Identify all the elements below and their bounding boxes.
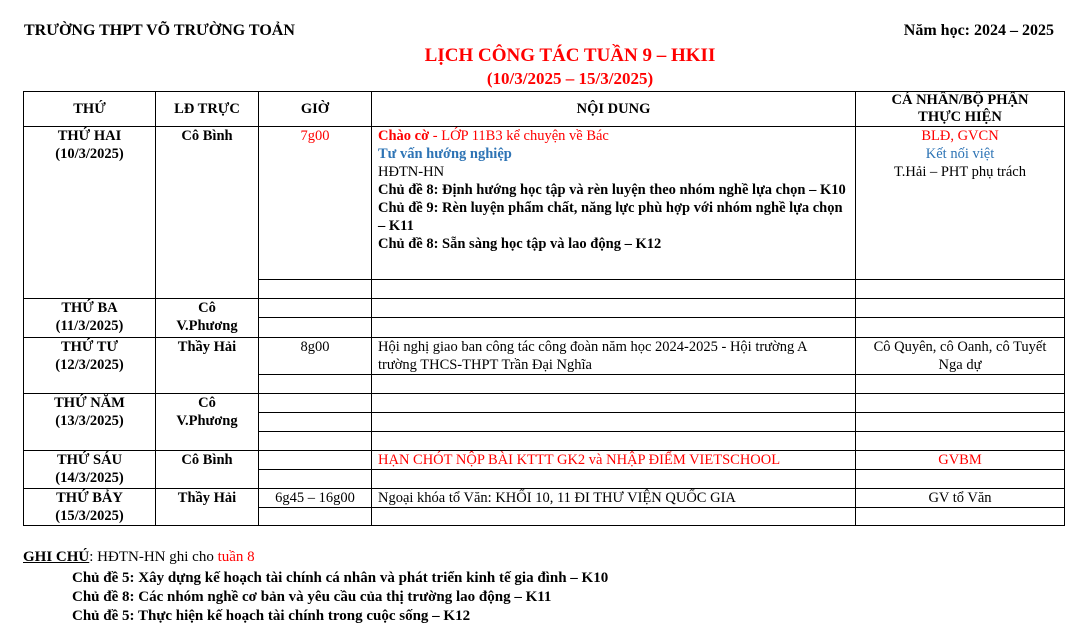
duty-cell: Cô Bình xyxy=(156,127,259,299)
hdtn-line: HĐTN-HN xyxy=(378,164,445,180)
day-cell xyxy=(24,451,156,489)
day-date: (10/3/2025) xyxy=(55,146,124,162)
time-cell: 7g00 xyxy=(259,127,372,280)
school-year: Năm học: 2024 – 2025 xyxy=(903,22,1054,39)
day-label: THỨ TƯ xyxy=(60,339,119,355)
content-cell xyxy=(372,127,856,280)
col-who xyxy=(856,92,1065,127)
duty-cell: Cô V.Phương xyxy=(156,299,259,338)
table-row-thursday xyxy=(24,394,1065,413)
flag-line xyxy=(378,127,849,145)
col-duty: LĐ TRỰC xyxy=(156,92,259,127)
col-time: GIỜ xyxy=(259,92,372,127)
table-row-friday xyxy=(24,451,1065,470)
flag-text: - LỚP 11B3 kể chuyện về Bác xyxy=(429,128,609,144)
day-date: (15/3/2025) xyxy=(55,508,124,524)
content-cell: Ngoại khóa tổ Văn: KHỐI 10, 11 ĐI THƯ VIỆN QUỐC GIA xyxy=(372,489,856,508)
day-date: (14/3/2025) xyxy=(55,470,124,486)
day-label: THỨ SÁU xyxy=(56,452,123,468)
note-label: GHI CHÚ xyxy=(23,549,90,565)
day-date: (13/3/2025) xyxy=(55,413,124,429)
topic-k12: Chủ đề 8: Sẵn sàng học tập và lao động – K12 xyxy=(378,236,662,252)
day-date: (11/3/2025) xyxy=(55,318,124,334)
counsel-line: Tư vấn hướng nghiệp xyxy=(378,146,512,162)
topic-k10: Chủ đề 8: Định hướng học tập và rèn luyện theo nhóm nghề lựa chọn – K10 xyxy=(378,182,846,198)
duty-cell: Cô V.Phương xyxy=(156,394,259,451)
col-content: NỘI DUNG xyxy=(372,92,856,127)
col-who-line2: THỰC HIỆN xyxy=(918,109,1002,125)
note-line-1: Chủ đề 5: Xây dựng kế hoạch tài chính cá nhân và phát triển kinh tế gia đình – K10 xyxy=(72,570,609,586)
note-line-3: Chủ đề 5: Thực hiện kế hoạch tài chính trong cuộc sống – K12 xyxy=(72,608,471,624)
content-cell: Hội nghị giao ban công tác công đoàn năm học 2024-2025 - Hội trường A trường THCS-THPT Trần Đại Nghĩa xyxy=(372,338,856,375)
day-label: THỨ HAI xyxy=(57,128,122,144)
table-header-row xyxy=(24,92,1065,127)
page-title: LỊCH CÔNG TÁC TUẦN 9 – HKII xyxy=(424,45,716,66)
content-cell: HẠN CHÓT NỘP BÀI KTTT GK2 và NHẬP ĐIỂM VIETSCHOOL xyxy=(372,451,856,470)
day-cell xyxy=(24,127,156,299)
day-label: THỨ BA xyxy=(61,300,118,316)
col-who-line1: CÁ NHÂN/BỘ PHẬN xyxy=(891,92,1029,108)
day-cell xyxy=(24,338,156,394)
time-cell: 6g45 – 16g00 xyxy=(259,489,372,508)
date-range: (10/3/2025 – 15/3/2025) xyxy=(486,69,654,88)
who-line3: T.Hải – PHT phụ trách xyxy=(894,164,1026,180)
day-date: (12/3/2025) xyxy=(55,357,124,373)
day-label: THỨ BẢY xyxy=(56,490,123,506)
day-cell xyxy=(24,489,156,526)
duty-cell: Cô Bình xyxy=(156,451,259,489)
time-cell: 8g00 xyxy=(259,338,372,375)
note-text: : HĐTN-HN ghi cho xyxy=(89,549,218,565)
col-day: THỨ xyxy=(24,92,156,127)
day-cell xyxy=(24,394,156,451)
who-cell: Cô Quyên, cô Oanh, cô Tuyết Nga dự xyxy=(856,338,1065,375)
duty-cell: Thầy Hải xyxy=(156,338,259,394)
note-section xyxy=(23,548,255,567)
who-line1: BLĐ, GVCN xyxy=(921,128,999,144)
who-cell: GV tổ Văn xyxy=(856,489,1065,508)
duty-cell: Thầy Hải xyxy=(156,489,259,526)
flag-label: Chào cờ xyxy=(378,128,430,144)
who-cell: GVBM xyxy=(856,451,1065,470)
note-highlight: tuần 8 xyxy=(217,549,255,565)
day-label: THỨ NĂM xyxy=(54,395,125,411)
note-line-2: Chủ đề 8: Các nhóm nghề cơ bản và yêu cầu của thị trường lao động – K11 xyxy=(72,589,552,605)
who-line2: Kết nối việt xyxy=(925,146,995,162)
table-row-tuesday xyxy=(24,299,1065,318)
table-row-monday xyxy=(24,127,1065,280)
table-row-saturday xyxy=(24,489,1065,508)
day-cell xyxy=(24,299,156,338)
table-row-wednesday xyxy=(24,338,1065,375)
school-name: TRƯỜNG THPT VÕ TRƯỜNG TOẢN xyxy=(24,22,295,39)
topic-k11: Chủ đề 9: Rèn luyện phẩm chất, năng lực phù hợp với nhóm nghề lựa chọn – K11 xyxy=(378,200,843,234)
schedule-table xyxy=(23,91,1065,526)
who-cell xyxy=(856,127,1065,280)
